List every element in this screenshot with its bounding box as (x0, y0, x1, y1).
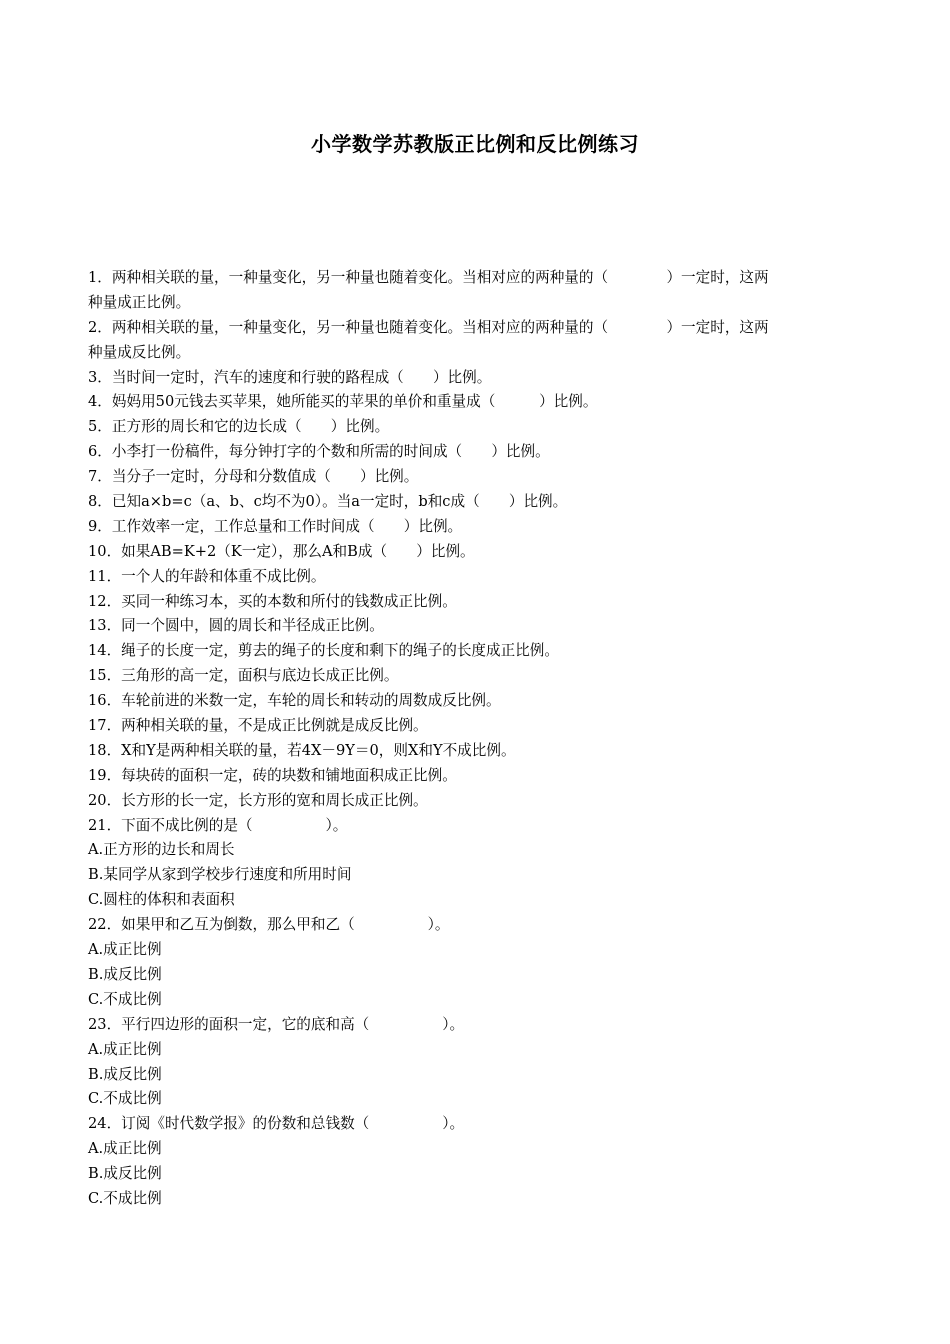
answer-option: C.不成比例 (88, 1189, 162, 1207)
exercise-line: 10．如果AB=K+2（K一定），那么A和B成（ ）比例。 (88, 542, 475, 560)
exercise-line: 9．工作效率一定，工作总量和工作时间成（ ）比例。 (88, 517, 463, 535)
exercise-line: 4．妈妈用50元钱去买苹果，她所能买的苹果的单价和重量成（ ）比例。 (88, 393, 598, 411)
exercise-line: 22．如果甲和乙互为倒数，那么甲和乙（ ）。 (88, 916, 450, 934)
answer-option: A.成正比例 (88, 1040, 162, 1058)
exercise-line: 7．当分子一定时，分母和分数值成（ ）比例。 (88, 468, 419, 486)
exercise-line: 8．已知a×b=c（a、b、c均不为0）。当a一定时，b和c成（ ）比例。 (88, 493, 568, 511)
answer-option: B.成反比例 (88, 965, 162, 983)
exercise-line: 18．X和Y是两种相关联的量，若4X－9Y＝0，则X和Y不成比例。 (88, 741, 516, 759)
page-title: 小学数学苏教版正比例和反比例练习 (311, 132, 639, 156)
answer-option: A.成正比例 (88, 1140, 162, 1158)
answer-option: B.成反比例 (88, 1165, 162, 1183)
exercise-line: 2．两种相关联的量，一种量变化，另一种量也随着变化。当相对应的两种量的（ ）一定时，这两 (88, 318, 769, 336)
exercise-line: 14．绳子的长度一定，剪去的绳子的长度和剩下的绳子的长度成正比例。 (88, 642, 559, 660)
exercise-line: 20．长方形的长一定，长方形的宽和周长成正比例。 (88, 791, 428, 809)
exercise-line: 23．平行四边形的面积一定，它的底和高（ ）。 (88, 1015, 465, 1033)
exercise-line: 1．两种相关联的量，一种量变化，另一种量也随着变化。当相对应的两种量的（ ）一定时，这两 (88, 269, 769, 286)
exercise-line: 3．当时间一定时，汽车的速度和行驶的路程成（ ）比例。 (88, 368, 492, 386)
exercise-line: 种量成正比例。 (88, 293, 191, 311)
answer-option: B.成反比例 (88, 1065, 162, 1083)
answer-option: B.某同学从家到学校步行速度和所用时间 (88, 866, 352, 884)
exercise-line: 24．订阅《时代数学报》的份数和总钱数（ ）。 (88, 1115, 465, 1133)
exercise-line: 12．买同一种练习本，买的本数和所付的钱数成正比例。 (88, 592, 457, 610)
exercise-line: 19．每块砖的面积一定，砖的块数和铺地面积成正比例。 (88, 766, 457, 784)
answer-option: A.正方形的边长和周长 (88, 841, 235, 859)
exercise-line: 17．两种相关联的量，不是成正比例就是成反比例。 (88, 717, 428, 735)
exercise-line: 21．下面不成比例的是（ ）。 (88, 816, 348, 834)
exercise-list (88, 266, 868, 1212)
exercise-line: 种量成反比例。 (88, 343, 191, 361)
exercise-line: 16．车轮前进的米数一定，车轮的周长和转动的周数成反比例。 (88, 692, 501, 710)
exercise-line: 5．正方形的周长和它的边长成（ ）比例。 (88, 418, 390, 436)
exercise-line: 15．三角形的高一定，面积与底边长成正比例。 (88, 667, 399, 685)
answer-option: C.圆柱的体积和表面积 (88, 891, 235, 909)
exercise-line: 11．一个人的年龄和体重不成比例。 (88, 567, 326, 585)
answer-option: C.不成比例 (88, 990, 162, 1008)
exercise-line: 13．同一个圆中，圆的周长和半径成正比例。 (88, 617, 384, 635)
answer-option: A.成正比例 (88, 941, 162, 959)
exercise-line: 6．小李打一份稿件，每分钟打字的个数和所需的时间成（ ）比例。 (88, 443, 550, 461)
answer-option: C.不成比例 (88, 1090, 162, 1108)
